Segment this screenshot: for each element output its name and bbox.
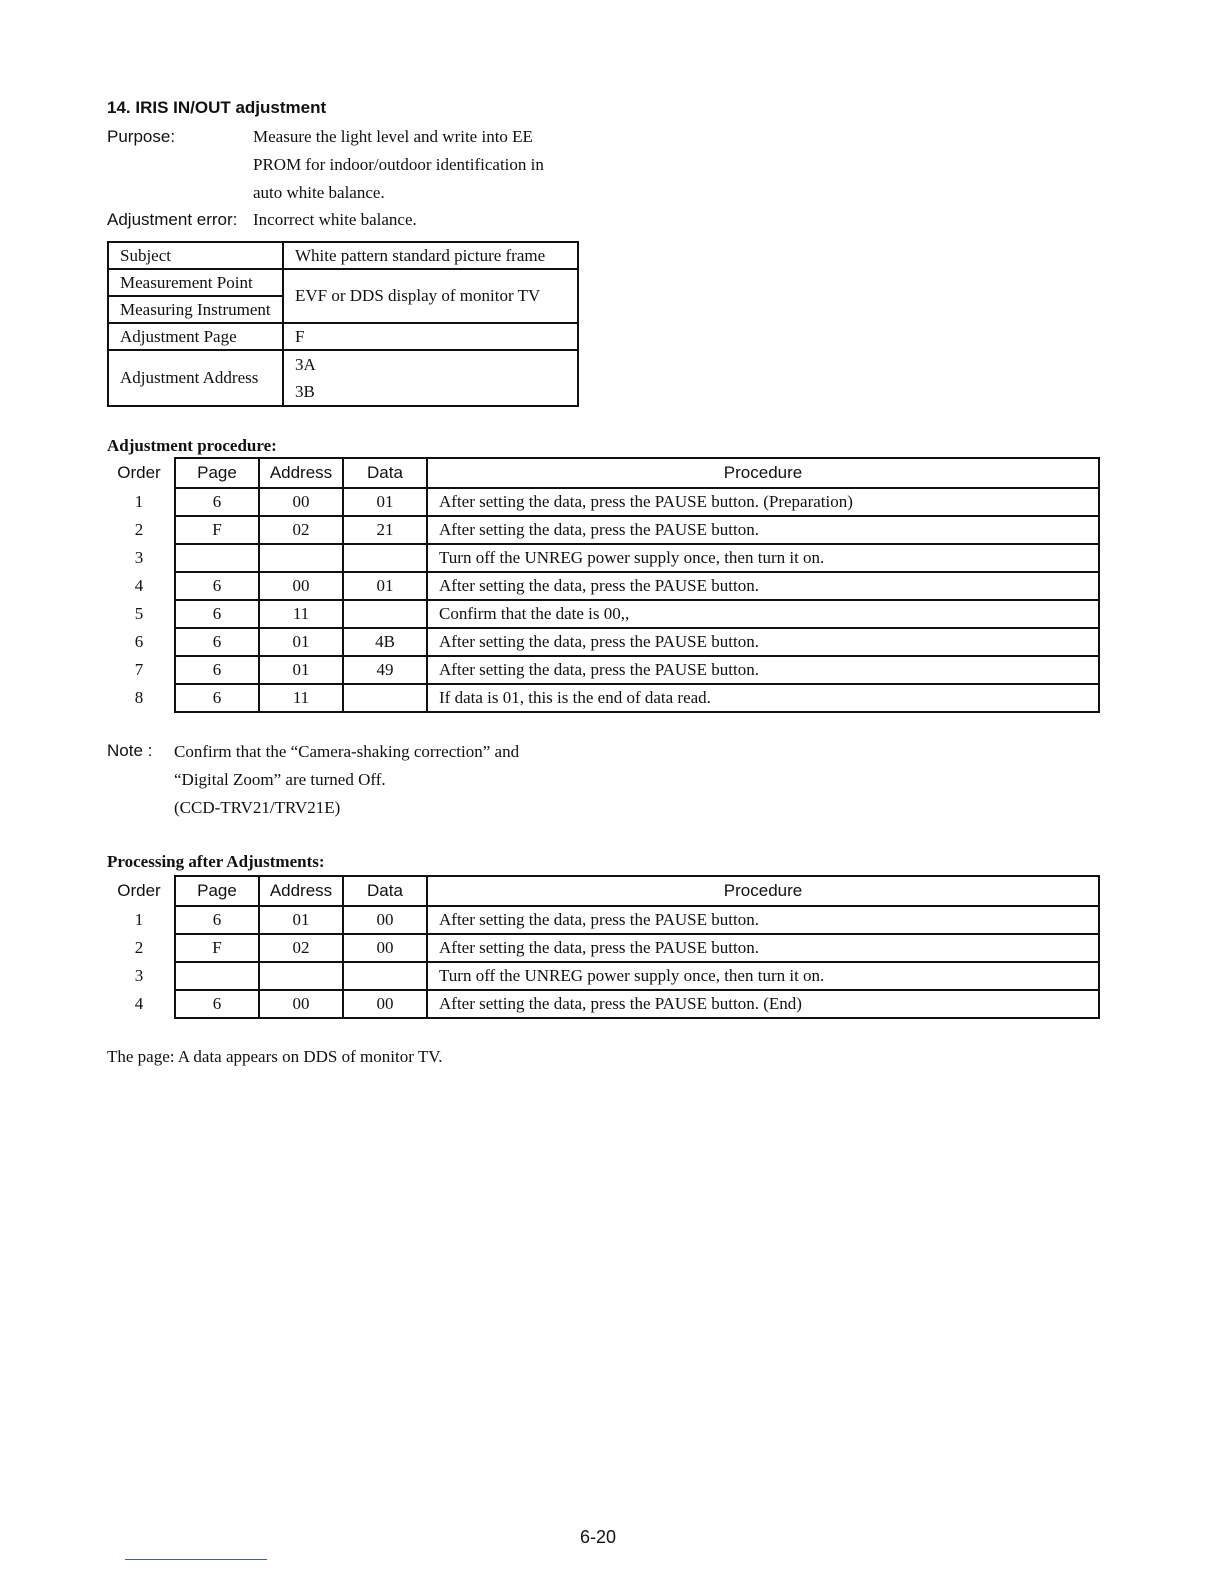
cell-page: 6 <box>175 572 259 600</box>
cell-order: 3 <box>134 548 144 567</box>
header-data: Data <box>343 876 427 906</box>
cell-procedure: After setting the data, press the PAUSE button. <box>427 906 1099 934</box>
cell-procedure: Turn off the UNREG power supply once, then turn it on. <box>427 544 1099 572</box>
cell-address <box>259 544 343 572</box>
table-row <box>104 600 1099 628</box>
spec-table <box>107 241 579 407</box>
adjustment-address-value: 3B <box>295 382 315 401</box>
table-row <box>104 572 1099 600</box>
procedure-section-title: Adjustment procedure: <box>107 436 277 455</box>
note-line: “Digital Zoom” are turned Off. <box>174 770 386 789</box>
cell-order: 7 <box>134 660 144 679</box>
spec-row-subject <box>108 242 578 269</box>
table-row <box>104 516 1099 544</box>
cell-page: 6 <box>175 488 259 516</box>
header-page: Page <box>175 458 259 488</box>
table-row <box>104 656 1099 684</box>
adjustment-error-label: Adjustment error: <box>107 210 238 229</box>
note-line: (CCD-TRV21/TRV21E) <box>174 798 341 817</box>
cell-order: 1 <box>134 910 144 929</box>
header-address: Address <box>259 876 343 906</box>
cell-order: 2 <box>134 520 144 539</box>
cell-address: 00 <box>259 990 343 1018</box>
cell-address: 01 <box>259 906 343 934</box>
cell-data: 01 <box>343 572 427 600</box>
section-heading: 14. IRIS IN/OUT adjustment <box>107 98 327 117</box>
cell-data: 00 <box>343 934 427 962</box>
spec-row-measurement-point <box>108 269 578 296</box>
table-row <box>104 934 1099 962</box>
header-address: Address <box>259 458 343 488</box>
cell-data <box>343 600 427 628</box>
cell-procedure: After setting the data, press the PAUSE button. (End) <box>427 990 1099 1018</box>
table-row <box>104 488 1099 516</box>
cell-address: 01 <box>259 656 343 684</box>
cell-procedure: After setting the data, press the PAUSE button. <box>427 516 1099 544</box>
cell-page: 6 <box>175 684 259 712</box>
footer-note: The page: A data appears on DDS of monitor TV. <box>107 1047 443 1066</box>
purpose-line: auto white balance. <box>253 183 385 202</box>
cell-order: 6 <box>134 632 144 651</box>
measurement-value: EVF or DDS display of monitor TV <box>283 269 578 323</box>
cell-procedure: After setting the data, press the PAUSE button. <box>427 656 1099 684</box>
adjustment-page-label: Adjustment Page <box>108 323 283 350</box>
cell-page: F <box>175 934 259 962</box>
adjustment-error-value: Incorrect white balance. <box>253 210 417 229</box>
cell-address: 00 <box>259 488 343 516</box>
cell-procedure: After setting the data, press the PAUSE button. <box>427 934 1099 962</box>
table-row <box>104 544 1099 572</box>
adjustment-page-value: F <box>283 323 578 350</box>
note-line: Confirm that the “Camera-shaking correction” and <box>174 742 520 761</box>
procedure-table <box>104 457 1100 713</box>
table-row <box>104 962 1099 990</box>
cell-data: 4B <box>343 628 427 656</box>
measuring-instrument-label: Measuring Instrument <box>108 296 283 323</box>
table-header-row <box>104 876 1099 906</box>
cell-page <box>175 962 259 990</box>
cell-order: 4 <box>134 576 144 595</box>
cell-procedure: Turn off the UNREG power supply once, then turn it on. <box>427 962 1099 990</box>
cell-data: 49 <box>343 656 427 684</box>
cell-order: 3 <box>134 966 144 985</box>
adjustment-address-label: Adjustment Address <box>108 350 283 406</box>
cell-address: 02 <box>259 516 343 544</box>
cell-procedure: After setting the data, press the PAUSE button. <box>427 628 1099 656</box>
table-row <box>104 906 1099 934</box>
cell-address: 11 <box>259 684 343 712</box>
header-page: Page <box>175 876 259 906</box>
cell-procedure: Confirm that the date is 00,, <box>427 600 1099 628</box>
table-header-row <box>104 458 1099 488</box>
page-number: 6-20 <box>580 1527 617 1547</box>
cell-page <box>175 544 259 572</box>
cell-page: 6 <box>175 600 259 628</box>
measurement-point-label: Measurement Point <box>108 269 283 296</box>
cell-procedure: If data is 01, this is the end of data read. <box>427 684 1099 712</box>
cell-address: 01 <box>259 628 343 656</box>
adjustment-address-value: 3A <box>295 355 316 374</box>
header-order: Order <box>117 463 161 482</box>
cell-procedure: After setting the data, press the PAUSE button. <box>427 572 1099 600</box>
cell-page: 6 <box>175 628 259 656</box>
purpose-line: PROM for indoor/outdoor identification in <box>253 155 544 174</box>
cell-page: 6 <box>175 990 259 1018</box>
cell-data <box>343 962 427 990</box>
spec-row-adjustment-page <box>108 323 578 350</box>
cell-data: 21 <box>343 516 427 544</box>
cell-address: 00 <box>259 572 343 600</box>
cell-address: 02 <box>259 934 343 962</box>
cell-data: 00 <box>343 990 427 1018</box>
cell-procedure: After setting the data, press the PAUSE button. (Preparation) <box>427 488 1099 516</box>
header-procedure: Procedure <box>427 876 1099 906</box>
purpose-line: Measure the light level and write into EE <box>253 127 533 146</box>
post-section-title: Processing after Adjustments: <box>107 852 325 871</box>
header-order: Order <box>117 881 161 900</box>
cell-page: F <box>175 516 259 544</box>
subject-value: White pattern standard picture frame <box>283 242 578 269</box>
purpose-text <box>253 123 544 207</box>
cell-page: 6 <box>175 656 259 684</box>
note-label: Note : <box>107 741 153 760</box>
cell-order: 4 <box>134 994 144 1013</box>
table-row <box>104 628 1099 656</box>
cell-order: 1 <box>134 492 144 511</box>
table-row <box>104 990 1099 1018</box>
cell-page: 6 <box>175 906 259 934</box>
cell-order: 8 <box>134 688 144 707</box>
cell-data: 01 <box>343 488 427 516</box>
cell-order: 5 <box>134 604 144 623</box>
table-row <box>104 684 1099 712</box>
cell-data: 00 <box>343 906 427 934</box>
cell-data <box>343 684 427 712</box>
bottom-rule <box>125 1559 267 1560</box>
subject-label: Subject <box>108 242 283 269</box>
header-data: Data <box>343 458 427 488</box>
note-text <box>174 738 519 822</box>
cell-order: 2 <box>134 938 144 957</box>
cell-data <box>343 544 427 572</box>
adjustment-address-values <box>283 350 578 406</box>
cell-address: 11 <box>259 600 343 628</box>
header-procedure: Procedure <box>427 458 1099 488</box>
cell-address <box>259 962 343 990</box>
purpose-label: Purpose: <box>107 127 176 146</box>
spec-row-adjustment-address <box>108 350 578 406</box>
post-adjustment-table <box>104 875 1100 1019</box>
